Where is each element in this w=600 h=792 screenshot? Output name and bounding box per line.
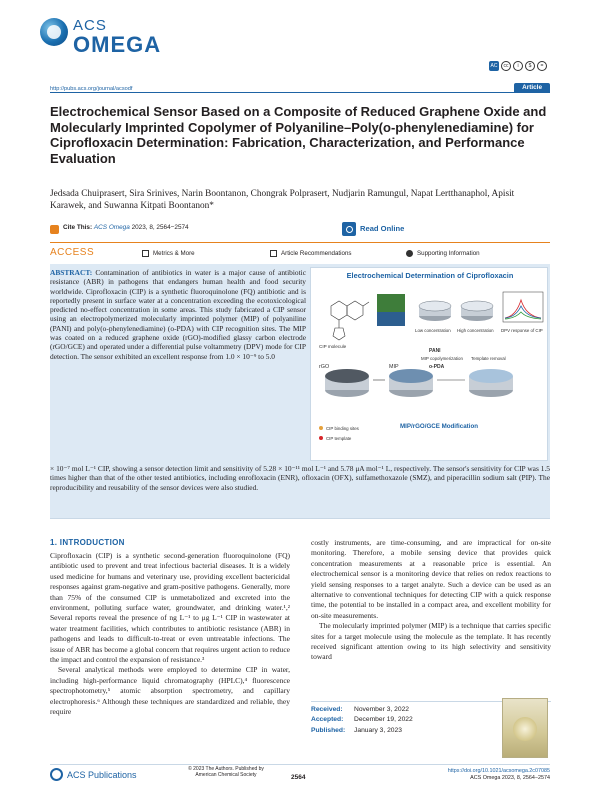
toc-cip-molecule-label: CIP molecule — [319, 344, 347, 349]
metrics-label: Metrics & More — [153, 250, 195, 257]
acs-omega-logo-icon — [40, 18, 68, 46]
copyright-line-2: American Chemical Society — [195, 772, 257, 778]
toc-rgo-label: rGO — [319, 364, 330, 370]
toc-template-removal-label: Template removal — [471, 356, 506, 361]
electrode-high — [461, 301, 493, 321]
logo-acs-text: ACS — [73, 17, 107, 34]
electrode-rgo — [325, 369, 369, 397]
abstract-rule — [50, 518, 550, 519]
doi-block — [448, 768, 550, 782]
water-photo — [377, 312, 405, 326]
doi-citation: ACS Omega 2023, 8, 2564−2574 — [470, 775, 550, 781]
toc-dpv-label: DPV response of CIP — [501, 328, 543, 333]
access-label: ACCESS — [50, 247, 95, 258]
author-list[interactable]: Jedsada Chuiprasert, Sira Srinives, Narin Boontanon, Chongrak Polprasert, Nudjarin Ramungul, Napat Lertthanaphol, Apisit Karawek, and Suwanna Kitpati Boontanon* — [50, 189, 515, 212]
page-number: 2564 — [291, 774, 306, 781]
metrics-link[interactable] — [142, 250, 195, 257]
electrode-mip — [389, 369, 433, 397]
cite-journal: ACS Omega — [93, 224, 130, 231]
article-type-tag: Article — [514, 83, 550, 92]
journal-url-link[interactable]: http://pubs.acs.org/journal/acsodf — [50, 86, 133, 92]
license-icons — [489, 61, 547, 71]
bar-chart-icon — [142, 250, 149, 257]
journal-cover-thumbnail[interactable] — [502, 698, 548, 758]
abstract-column — [50, 268, 306, 361]
toc-legend-1: CIP binding sites — [326, 426, 359, 431]
cc-icon[interactable]: cc — [501, 61, 511, 71]
toc-pani-label: PANI — [429, 348, 441, 354]
cite-icon — [50, 225, 59, 234]
header-rule — [50, 92, 550, 93]
recommendations-label: Article Recommendations — [281, 250, 352, 257]
journal-logo[interactable] — [40, 16, 162, 60]
toc-high-conc-label: High concentration — [457, 328, 494, 333]
toc-title: Electrochemical Determination of Ciprofloxacin — [346, 271, 514, 280]
intro-paragraph: The molecularly imprinted polymer (MIP) is a technique that carries specific sites for a target molecule using the molecule as the template. It has recently received significant attention owing to its high selectivity and sensitivity toward — [311, 621, 551, 662]
acs-publications-logo[interactable] — [50, 768, 137, 781]
toc-graphic-svg — [311, 268, 549, 462]
date-value: January 3, 2023 — [354, 726, 402, 734]
acs-authorchoice-icon[interactable]: AC — [490, 63, 498, 69]
doi-link[interactable]: https://doi.org/10.1021/acsomega.2c07085 — [447, 768, 550, 774]
legend-template-marker — [319, 436, 323, 440]
document-icon — [270, 250, 277, 257]
by-icon[interactable]: i — [513, 61, 523, 71]
toc-opda-label: o-PDA — [429, 364, 445, 370]
electrode-low — [419, 301, 451, 321]
logo-omega-text: OMEGA — [73, 32, 162, 57]
supporting-info-icon — [406, 250, 413, 257]
section-heading-introduction: 1. INTRODUCTION — [50, 538, 125, 547]
intro-paragraph: costly instruments, are time-consuming, and are impractical for on-site monitoring. Therefore, a mobile sensing device that provides quick concentration measurements at a reasonable price is essential. An electrochemical sensor is a monitoring device that relies on redox reactions to yield sensing responses to a target analyte. Such a device can be used as an alternative to conventional techniques for detecting CIP with a quick response time, the potential to be installed in a compact area, and excellent mobility for on-site measurements. — [311, 538, 551, 620]
nd-icon[interactable]: = — [537, 61, 547, 71]
cite-details: 2023, 8, 2564−2574 — [131, 224, 189, 231]
left-column — [50, 551, 290, 718]
toc-legend-2: CIP template — [326, 436, 352, 441]
abstract-label: ABSTRACT: — [50, 268, 93, 277]
right-column — [311, 538, 551, 663]
legend-binding-marker — [319, 426, 323, 430]
cite-bar — [50, 218, 550, 244]
article-title: Electrochemical Sensor Based on a Composite of Reduced Graphene Oxide and Molecularly Imprinted Copolymer of Polyaniline–Poly(o-phenylenediamine) for Ciprofloxacin Determination: Fabrication, Characterization, and Performance Evaluation — [50, 104, 547, 166]
publisher-name: ACS Publications — [67, 769, 137, 780]
cip-molecule-drawing — [331, 301, 369, 340]
toc-low-conc-label: Low concentration — [415, 328, 451, 333]
abstract-column-text: Contamination of antibiotics in water is a major cause of antibiotic resistance (ABR) in pathogens that endangers human health and food security worldwide. Ciprofloxacin (CIP) is a synthetic fluoroquinolone (FQ) antibiotic and is reportedly present in surface water at a concentration exceeding the ecotoxicological predicted no-effect concentration in some areas. This study fabricated a CIP sensor using an electropolymerized molecularly imprinted polymer (MIP) of polyaniline (PANI) and poly(o-phenylenediamine) (o-PDA) with CIP recognition sites. The MIP was coated on a reduced graphene oxide (rGO)-modified glassy carbon electrode (rGO/GCE) and operated under a differential pulse voltammetry (DPV) mode for CIP detection. The sensor exhibited an excellent response from 1.0 × 10⁻⁹ to 5.0 — [50, 268, 306, 361]
supporting-info-label: Supporting Information — [417, 250, 480, 257]
dpv-plot — [503, 292, 543, 322]
date-label: Received: — [311, 706, 343, 713]
date-value: November 3, 2022 — [354, 706, 410, 713]
footer-rule — [50, 764, 550, 765]
intro-paragraph: Ciprofloxacin (CIP) is a synthetic second-generation fluoroquinolone (FQ) antibiotic used to prevent and treat infectious bacterial diseases. It is a widely used medicine for humans and veterinary use, providing excellent bactericidal responses against gram-negative and gram-positive pathogens. Generally, more than 75% of the consumed CIP is unmetabolized and excreted into the environment, polluting surface water, groundwater, and drinking water.¹,² Several reports reveal the presence of ng L⁻¹ to μg L⁻¹ CIP in wastewater at water treatment facilities, which contributes to antibiotic resistance (ABR) in pathogens and leads to difficult-to-treat or even untreatable infections. The issue of ABR has become a global concern that requires urgent action to reduce the impact and control the expansion of resistance.³ — [50, 551, 290, 665]
recommendations-link[interactable] — [270, 250, 352, 257]
toc-copolymerization-label: MIP copolymerization — [421, 356, 463, 361]
acs-logo-icon — [50, 768, 63, 781]
nc-icon[interactable]: $ — [525, 61, 535, 71]
cite-text[interactable] — [63, 224, 189, 231]
read-online-icon — [342, 222, 356, 236]
copyright-line-1: © 2023 The Authors. Published by — [188, 766, 264, 772]
intro-paragraph: Several analytical methods were employed to determine CIP in water, including high-performance liquid chromatography (HPLC),⁴ fluorescence spectrophotometry,⁵ atomic absorption spectrometry, and capillary electrophoresis.⁶ Although these techniques are standardized and reliable, they require — [50, 665, 290, 717]
abstract-continuation: × 10⁻⁷ mol L⁻¹ CIP, showing a sensor detection limit and sensitivity of 5.28 × 10⁻¹¹ mol L⁻¹ and 5.78 μA mol⁻¹ L, respectively. The sensor's sensitivity for CIP was 1.5 times higher than that of the other tested antibiotics, including enrofloxacin (ENR), ofloxacin (OFX), sulfamethoxazole (SMZ), and piperacillin sodium salt (PIP). The reproducibility and reusability of the sensor devices were also studied. — [50, 464, 550, 492]
electrode-final — [469, 369, 513, 397]
read-online-button[interactable] — [342, 221, 404, 236]
read-online-label: Read Online — [360, 224, 405, 233]
toc-graphic[interactable] — [310, 267, 548, 461]
date-value: December 19, 2022 — [354, 716, 413, 724]
copyright-notice — [176, 766, 276, 778]
date-label: Accepted: — [311, 716, 344, 724]
cite-label: Cite This: — [63, 224, 93, 231]
toc-mip-label: MIP — [389, 364, 399, 370]
access-bar — [50, 247, 550, 261]
date-label: Published: — [311, 726, 346, 734]
toc-subtitle: MIP/rGO/GCE Modification — [399, 423, 479, 430]
supporting-info-link[interactable] — [406, 250, 480, 257]
cite-rule — [50, 242, 550, 243]
